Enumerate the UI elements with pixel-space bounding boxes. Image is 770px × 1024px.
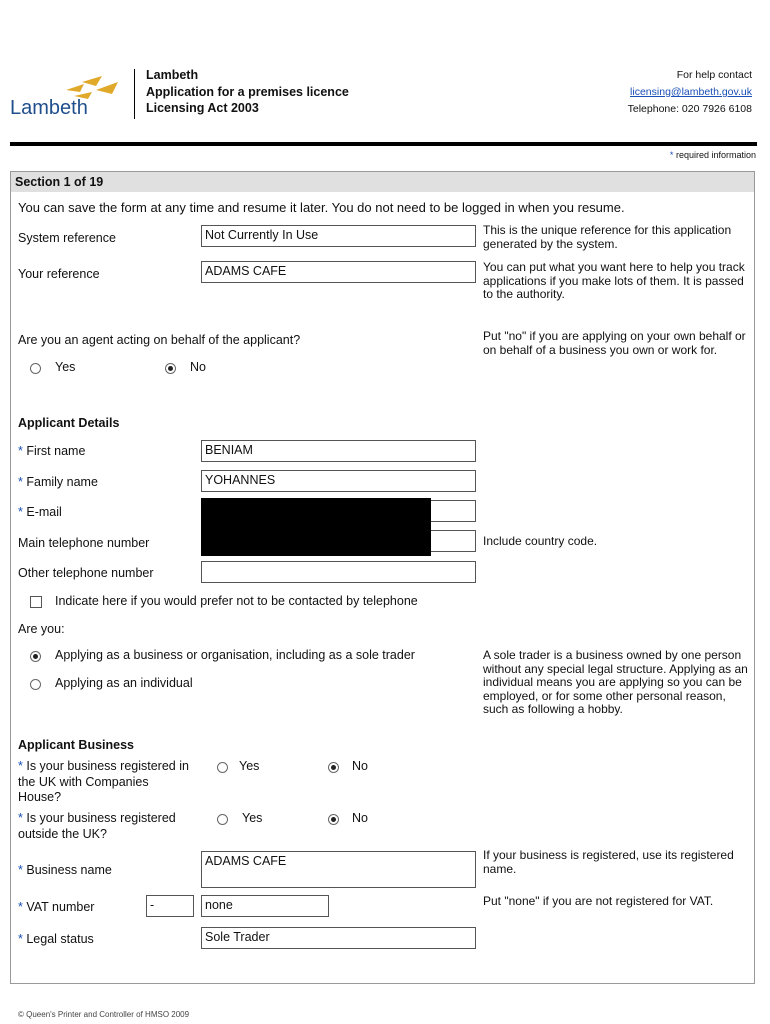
business-name-field[interactable]: ADAMS CAFE <box>201 851 476 888</box>
family-name-label: * Family name <box>18 475 98 489</box>
header-divider <box>134 69 135 119</box>
outside-uk-yes-radio[interactable] <box>217 814 228 825</box>
first-name-label: * First name <box>18 444 86 458</box>
section-title: Section 1 of 19 <box>15 175 104 189</box>
logo-text: Lambeth <box>10 97 88 119</box>
family-name-field[interactable]: YOHANNES <box>201 470 476 492</box>
act-name: Licensing Act 2003 <box>146 101 259 115</box>
vat-prefix-field[interactable]: - <box>146 895 194 917</box>
no-phone-contact-label: Indicate here if you would prefer not to be contacted by telephone <box>55 594 418 608</box>
vat-help: Put "none" if you are not registered for VAT. <box>483 894 714 908</box>
are-you-label: Are you: <box>18 622 65 636</box>
are-you-help: A sole trader is a business owned by one person without any special legal structure. Applying as an individual means you are applying so you can be employed, or for some other personal reason, such as following a hobby. <box>483 648 748 716</box>
other-phone-label: Other telephone number <box>18 566 154 580</box>
outside-uk-no-label: No <box>352 811 368 825</box>
legal-status-field[interactable]: Sole Trader <box>201 927 476 949</box>
header-rule <box>10 142 757 146</box>
applying-business-radio[interactable] <box>30 651 41 662</box>
your-reference-label: Your reference <box>18 267 100 281</box>
outside-uk-no-radio[interactable] <box>328 814 339 825</box>
applying-individual-label: Applying as an individual <box>55 676 193 690</box>
required-note: * required information <box>669 150 756 160</box>
system-reference-help: This is the unique reference for this application generated by the system. <box>483 223 732 251</box>
vat-number-field[interactable]: none <box>201 895 329 917</box>
help-phone: Telephone: 020 7926 6108 <box>627 103 752 115</box>
agent-no-label: No <box>190 360 206 374</box>
companies-house-question: * Is your business registered in the UK with Companies House? <box>18 759 189 804</box>
business-name-label: * Business name <box>18 863 112 877</box>
your-reference-help: You can put what you want here to help you track applications if you make lots of them. It is passed to the authority. <box>483 260 745 301</box>
agent-question: Are you an agent acting on behalf of the applicant? <box>18 333 301 347</box>
system-reference-field[interactable]: Not Currently In Use <box>201 225 476 247</box>
companies-house-no-radio[interactable] <box>328 762 339 773</box>
applying-individual-radio[interactable] <box>30 679 41 690</box>
applicant-business-heading: Applicant Business <box>18 738 134 752</box>
companies-house-yes-radio[interactable] <box>217 762 228 773</box>
legal-status-label: * Legal status <box>18 932 94 946</box>
first-name-field[interactable]: BENIAM <box>201 440 476 462</box>
agent-no-radio[interactable] <box>165 363 176 374</box>
applicant-details-heading: Applicant Details <box>18 416 120 430</box>
companies-house-yes-label: Yes <box>239 759 260 773</box>
other-phone-field[interactable] <box>201 561 476 583</box>
no-phone-contact-checkbox[interactable] <box>30 596 42 608</box>
agent-help: Put "no" if you are applying on your own behalf or on behalf of a business you own or work for. <box>483 329 746 357</box>
outside-uk-question: * Is your business registered outside the UK? <box>18 811 176 841</box>
your-reference-field[interactable]: ADAMS CAFE <box>201 261 476 283</box>
agent-yes-radio[interactable] <box>30 363 41 374</box>
help-label: For help contact <box>676 69 752 81</box>
section-bar <box>11 172 754 192</box>
copyright-footer: © Queen's Printer and Controller of HMSO 2009 <box>18 1010 190 1019</box>
form-title: Application for a premises licence <box>146 85 349 99</box>
email-label: * E-mail <box>18 505 62 519</box>
business-name-help: If your business is registered, use its registered name. <box>483 848 734 876</box>
help-email-link[interactable]: licensing@lambeth.gov.uk <box>630 86 752 98</box>
applying-business-label: Applying as a business or organisation, including as a sole trader <box>55 648 415 662</box>
redaction-block <box>201 498 431 556</box>
companies-house-no-label: No <box>352 759 368 773</box>
outside-uk-yes-label: Yes <box>242 811 263 825</box>
org-name: Lambeth <box>146 68 199 82</box>
main-phone-label: Main telephone number <box>18 536 150 550</box>
vat-number-label: * VAT number <box>18 900 95 914</box>
intro-text: You can save the form at any time and resume it later. You do not need to be logged in when you resume. <box>18 200 625 215</box>
system-reference-label: System reference <box>18 231 116 245</box>
main-phone-help: Include country code. <box>483 534 598 548</box>
agent-yes-label: Yes <box>55 360 76 374</box>
